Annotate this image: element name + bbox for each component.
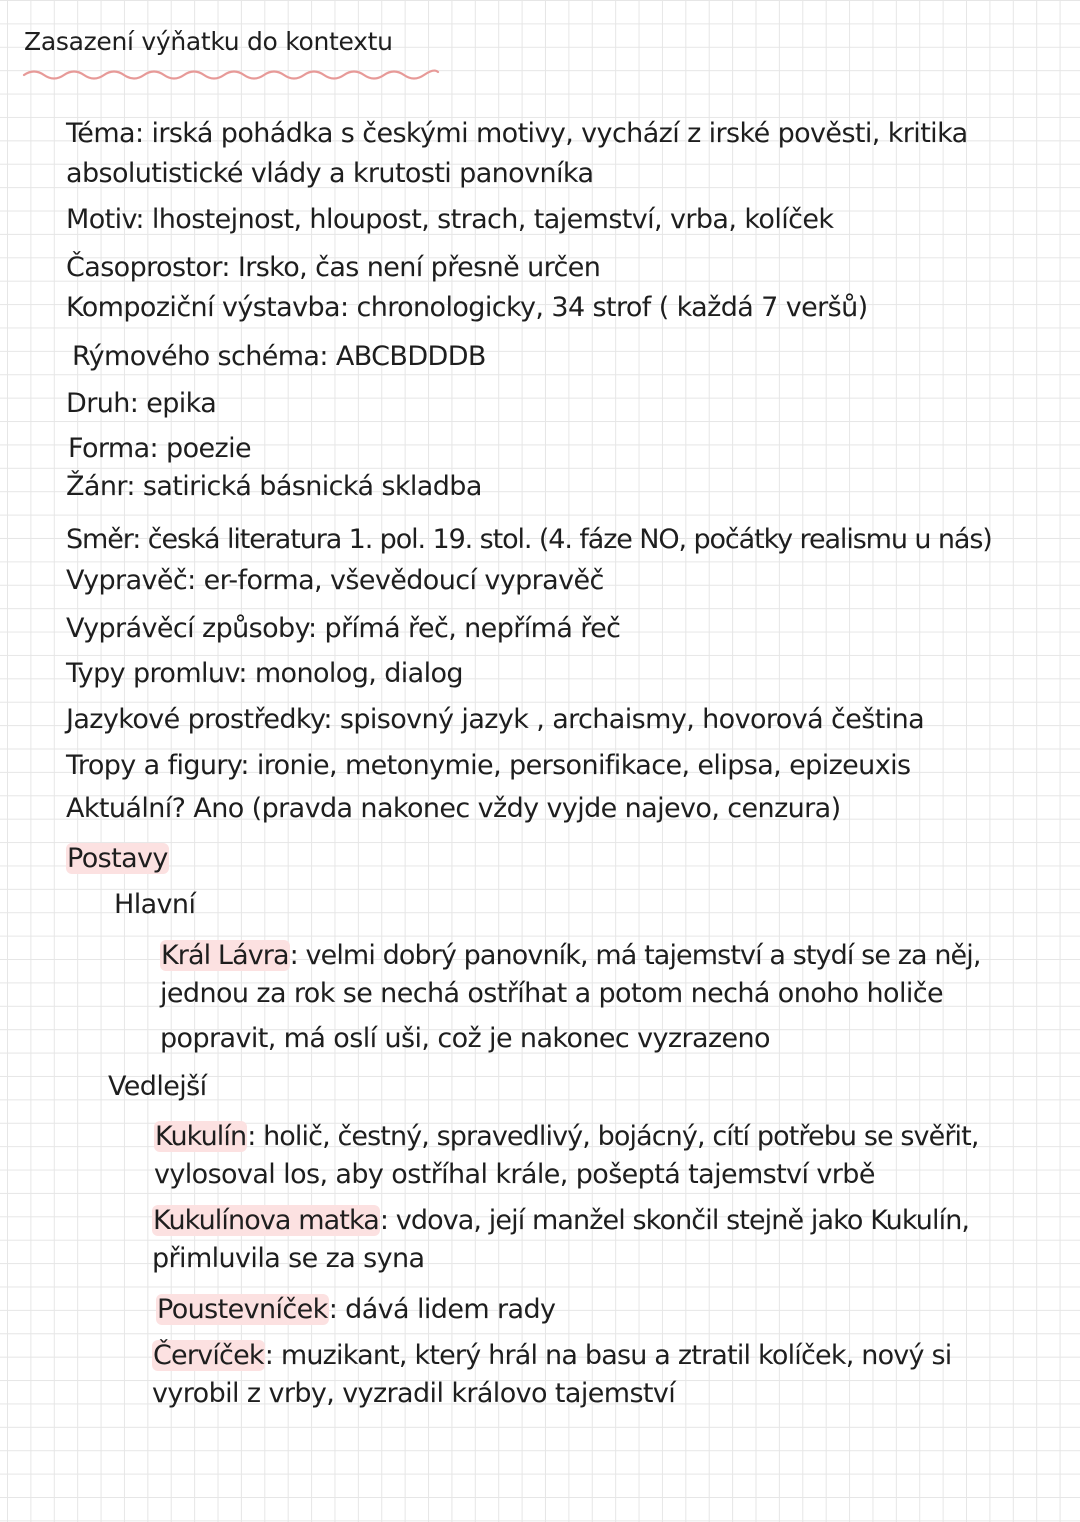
motiv-line: Motiv: lhostejnost, hloupost, strach, tajemství, vrba, kolíček (66, 204, 834, 235)
tema-line-2: absolutistické vlády a krutosti panovníka (66, 158, 594, 189)
poustevnicek-desc: : dává lidem rady (328, 1294, 556, 1325)
poustevnicek-name: Poustevníček (157, 1294, 328, 1325)
vypravec-line: Vypravěč: er-forma, vševědoucí vypravěč (66, 565, 604, 596)
matka-line-2: přimluvila se za syna (152, 1243, 425, 1274)
rym-line: Rýmového schéma: ABCBDDDB (72, 341, 486, 372)
typy-promluv-line: Typy promluv: monolog, dialog (66, 658, 463, 689)
lavra-desc-1: : velmi dobrý panovník, má tajemství a stydí se za něj, (289, 940, 981, 971)
lavra-name: Král Lávra (161, 940, 289, 971)
kukulin-desc-1: : holič, čestný, spravedlivý, bojácný, cítí potřebu se svěřit, (247, 1121, 979, 1152)
kukulin-name: Kukulín (155, 1121, 247, 1152)
title-underline-squiggle (22, 66, 442, 80)
zanr-line: Žánr: satirická básnická skladba (66, 471, 482, 502)
cervicek-name: Červíček (153, 1340, 264, 1371)
cervicek-desc-1: : muzikant, který hrál na basu a ztratil kolíček, nový si (264, 1340, 952, 1371)
kukulin-line-2: vylosoval los, aby ostříhal krále, pošeptá tajemství vrbě (154, 1159, 875, 1190)
poustevnicek-line (156, 1294, 555, 1326)
cervicek-line-2: vyrobil z vrby, vyzradil královo tajemství (152, 1378, 676, 1409)
druh-line: Druh: epika (66, 388, 217, 419)
cervicek-line-1 (152, 1340, 951, 1372)
jazykove-prostredky-line: Jazykové prostředky: spisovný jazyk , archaismy, hovorová čeština (66, 704, 925, 735)
tropy-figury-line: Tropy a figury: ironie, metonymie, personifikace, elipsa, epizeuxis (66, 750, 911, 781)
matka-name: Kukulínova matka (153, 1205, 379, 1236)
smer-line: Směr: česká literatura 1. pol. 19. stol. (4. fáze NO, počátky realismu u nás) (66, 524, 992, 555)
kompozice-line: Kompoziční výstavba: chronologicky, 34 strof ( každá 7 veršů) (66, 292, 868, 323)
vedlejsi-heading: Vedlejší (108, 1071, 207, 1102)
lavra-line-3: popravit, má oslí uši, což je nakonec vyzrazeno (160, 1023, 770, 1054)
forma-line: Forma: poezie (68, 433, 251, 464)
lavra-line-1 (160, 940, 981, 972)
matka-line-1 (152, 1205, 969, 1237)
lavra-line-2: jednou za rok se nechá ostříhat a potom nechá onoho holiče (160, 978, 944, 1009)
page-title: Zasazení výňatku do kontextu (24, 27, 393, 56)
postavy-heading-row (66, 843, 169, 875)
kukulin-line-1 (154, 1121, 979, 1153)
hlavni-heading: Hlavní (114, 889, 196, 920)
aktualni-line: Aktuální? Ano (pravda nakonec vždy vyjde najevo, cenzura) (66, 793, 841, 824)
vypravec-zpusoby-line: Vyprávěcí způsoby: přímá řeč, nepřímá řeč (66, 613, 621, 644)
postavy-heading: Postavy (67, 843, 168, 874)
matka-desc-1: : vdova, její manžel skončil stejně jako Kukulín, (379, 1205, 970, 1236)
casoprostor-line: Časoprostor: Irsko, čas není přesně určen (66, 252, 601, 283)
tema-line-1: Téma: irská pohádka s českými motivy, vychází z irské pověsti, kritika (66, 118, 968, 149)
